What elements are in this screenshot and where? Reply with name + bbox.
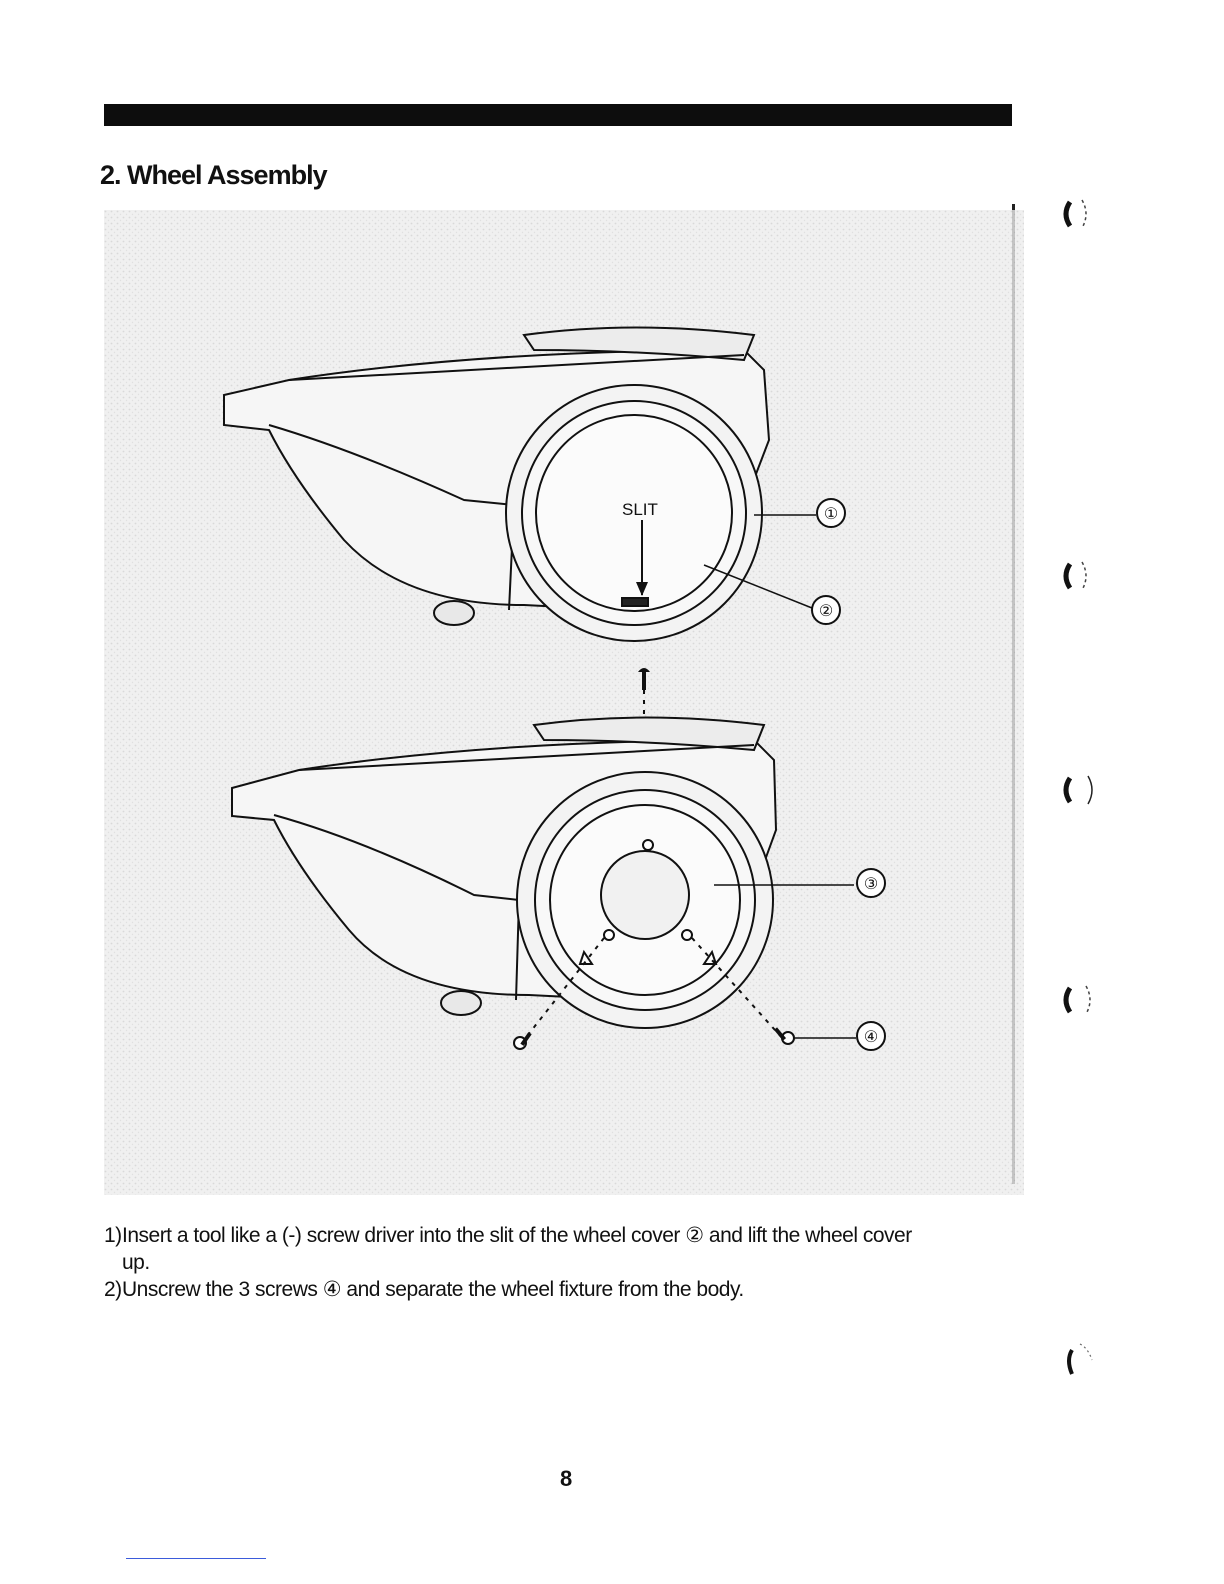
wheel-fixture (601, 851, 689, 939)
step-text: Unscrew the 3 screws ④ and separate the wheel fixture from the body. (122, 1278, 744, 1301)
page-title: 2. Wheel Assembly (100, 160, 327, 190)
callout-4: ④ (863, 1029, 879, 1046)
instruction-step-2 (104, 1276, 1034, 1303)
page-number: 8 (560, 1466, 573, 1491)
header-bar (104, 104, 1012, 126)
wheel-assembly-figure (104, 210, 1024, 1195)
binder-hole-icon (1058, 770, 1098, 810)
step-text: Insert a tool like a (-) screw driver into the slit of the wheel cover ② and lift the wheel cover (122, 1224, 912, 1247)
figure-drawing (104, 210, 1024, 1195)
step-number: 2) (104, 1278, 122, 1301)
step-continuation: up. (122, 1251, 150, 1274)
callout-2: ② (818, 603, 834, 620)
step-number: 1) (104, 1224, 122, 1247)
binder-hole-icon (1058, 194, 1098, 234)
slit-label: SLIT (622, 500, 658, 519)
callout-3: ③ (863, 876, 879, 893)
binder-hole-icon (1058, 980, 1098, 1020)
callout-1: ① (823, 506, 839, 523)
binder-hole-icon (1058, 556, 1098, 596)
instruction-list (104, 1222, 1034, 1303)
instruction-step-1 (104, 1222, 1034, 1276)
binder-hole-icon (1058, 1340, 1098, 1380)
footer-line (126, 1558, 266, 1559)
